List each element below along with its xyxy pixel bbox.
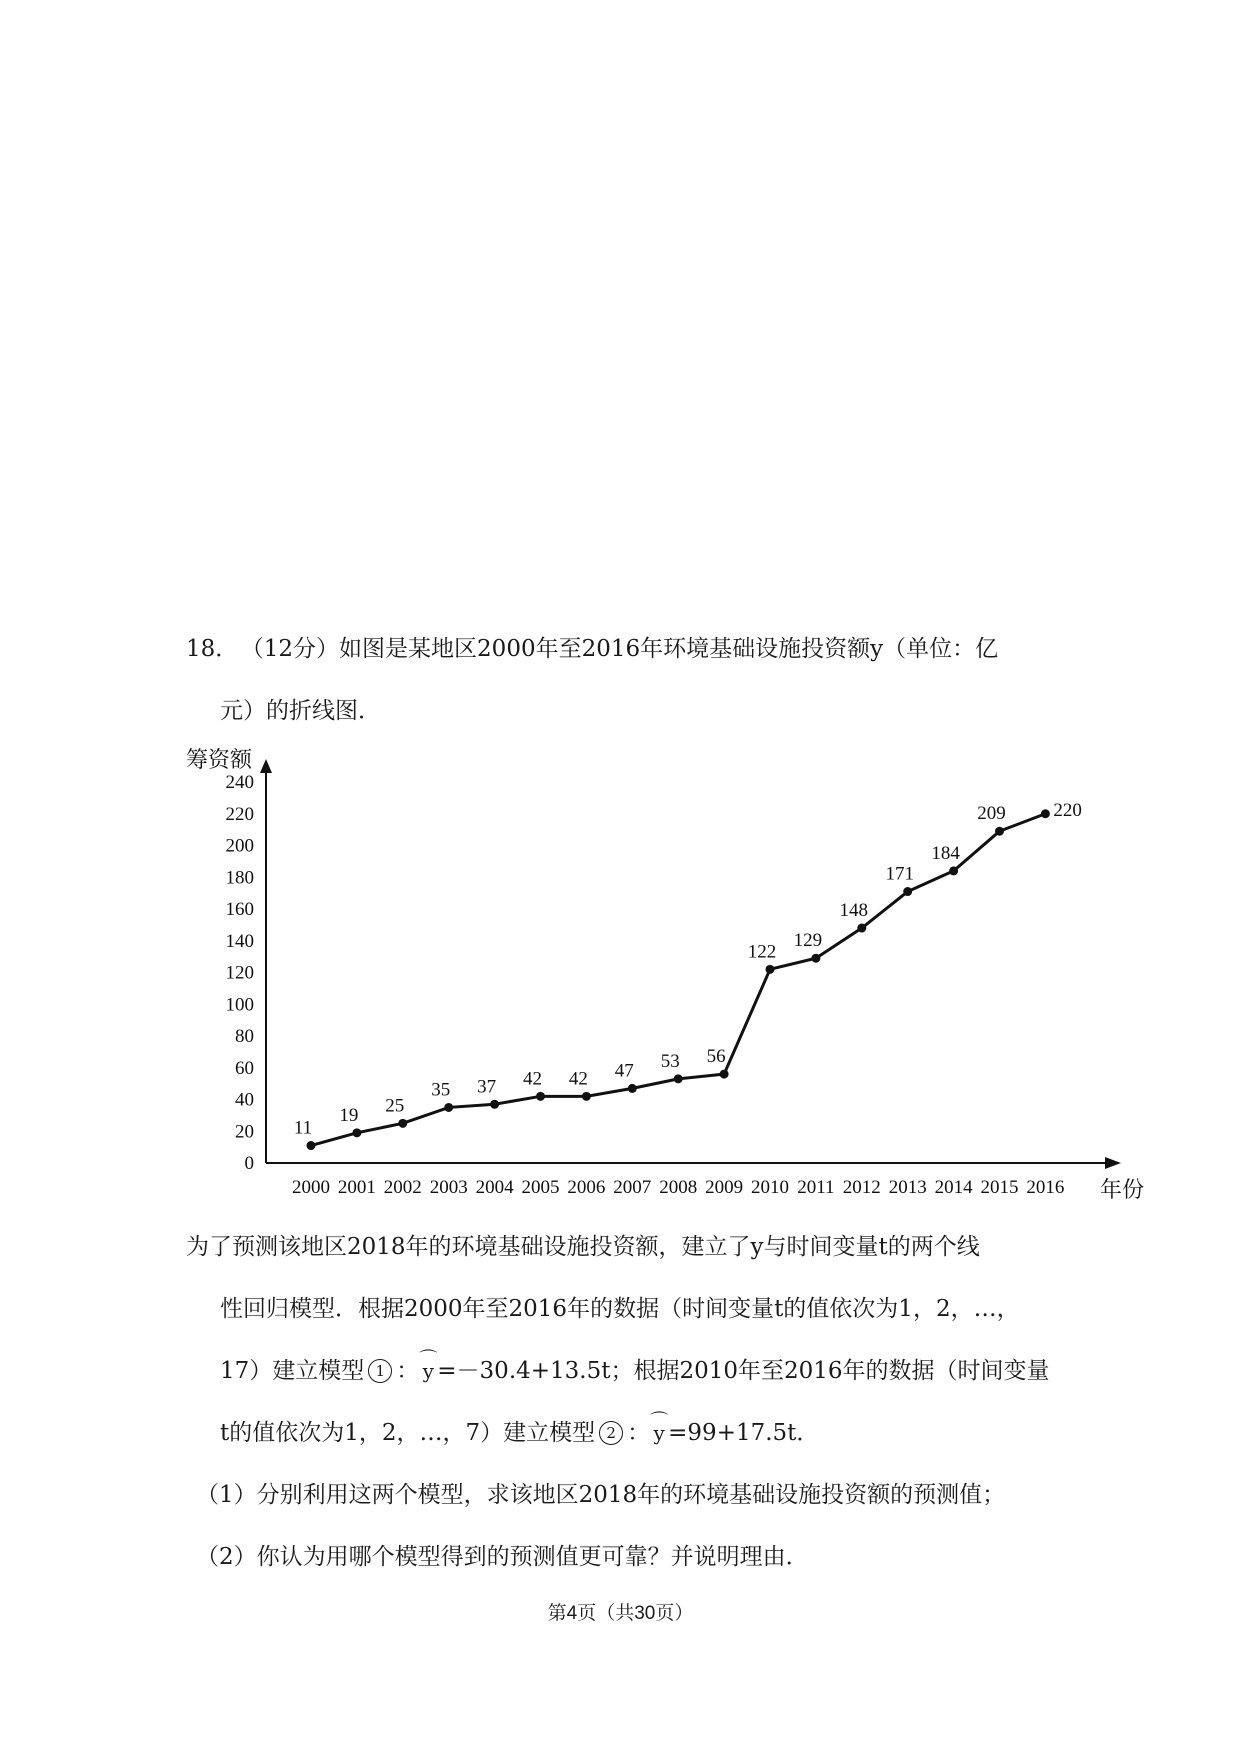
page-footer: 第4页（共30页） bbox=[547, 1603, 694, 1624]
text-line-3b: ： bbox=[396, 1358, 420, 1384]
data-point bbox=[811, 954, 820, 963]
x-tick-label: 2015 bbox=[980, 1177, 1019, 1198]
question-heading bbox=[186, 630, 998, 663]
data-point bbox=[582, 1092, 591, 1101]
data-label: 11 bbox=[293, 1117, 313, 1139]
y-axis-label: 筹资额 bbox=[186, 747, 253, 772]
text-line-3 bbox=[220, 1352, 1050, 1385]
y-hat-symbol: ⌒ y bbox=[650, 1421, 668, 1445]
x-tick-label: 2004 bbox=[475, 1177, 514, 1198]
y-tick-label: 40 bbox=[235, 1089, 254, 1111]
x-axis-label: 年份 bbox=[1100, 1177, 1145, 1202]
text-line-4 bbox=[220, 1414, 819, 1447]
investment-line-chart bbox=[180, 745, 1160, 1215]
question-part-1: （1）分别利用这两个模型，求该地区2018年的环境基础设施投资额的预测值； bbox=[196, 1482, 1006, 1508]
model-2-equation: =99+17.5t． bbox=[668, 1420, 820, 1446]
data-label: 19 bbox=[339, 1104, 359, 1126]
data-point bbox=[352, 1128, 361, 1137]
data-label: 47 bbox=[614, 1060, 634, 1082]
y-hat-symbol: ⌒ y bbox=[419, 1359, 437, 1383]
data-label: 122 bbox=[747, 941, 777, 963]
x-tick-label: 2007 bbox=[613, 1177, 652, 1198]
model-2-circled-number: 2 bbox=[599, 1421, 623, 1445]
data-point bbox=[1041, 809, 1050, 818]
data-point bbox=[307, 1141, 316, 1150]
data-label: 25 bbox=[385, 1095, 405, 1117]
data-label: 35 bbox=[431, 1079, 451, 1101]
text-line-2: 性回归模型．根据2000年至2016年的数据（时间变量t的值依次为1，2，…， bbox=[220, 1296, 1020, 1322]
x-axis-arrow bbox=[1105, 1157, 1121, 1169]
y-tick-label: 20 bbox=[235, 1121, 254, 1143]
data-point bbox=[444, 1103, 453, 1112]
text-line-1: 为了预测该地区2018年的环境基础设施投资额，建立了y与时间变量t的两个线 bbox=[186, 1234, 980, 1260]
question-part-2: （2）你认为用哪个模型得到的预测值更可靠？并说明理由． bbox=[196, 1544, 809, 1570]
x-tick-label: 2000 bbox=[292, 1177, 330, 1198]
data-label: 42 bbox=[568, 1068, 588, 1090]
data-label: 220 bbox=[1053, 799, 1082, 821]
x-tick-label: 2002 bbox=[383, 1177, 422, 1198]
data-label: 148 bbox=[839, 900, 869, 922]
question-head-continuation: 元）的折线图． bbox=[220, 698, 381, 724]
question-head-text: （12分）如图是某地区2000年至2016年环境基础设施投资额y（单位：亿 bbox=[252, 636, 999, 662]
data-point bbox=[536, 1092, 545, 1101]
y-tick-label: 200 bbox=[225, 835, 254, 857]
data-point bbox=[398, 1119, 407, 1128]
data-point bbox=[674, 1074, 683, 1083]
data-label: 209 bbox=[977, 803, 1006, 825]
x-tick-label: 2001 bbox=[337, 1177, 376, 1198]
data-point bbox=[766, 965, 775, 974]
text-line-4a: t的值依次为1，2，…，7）建立模型 bbox=[220, 1420, 596, 1446]
x-tick-label: 2011 bbox=[797, 1177, 835, 1198]
data-point bbox=[490, 1100, 499, 1109]
x-tick-label: 2003 bbox=[429, 1177, 468, 1198]
data-label: 56 bbox=[706, 1046, 726, 1068]
y-tick-labels bbox=[226, 772, 255, 1174]
y-tick-label: 100 bbox=[225, 994, 254, 1016]
x-tick-label: 2013 bbox=[888, 1177, 927, 1198]
data-point bbox=[903, 887, 912, 896]
data-point bbox=[628, 1084, 637, 1093]
question-number: 18． bbox=[186, 636, 239, 662]
text-line-4b: ： bbox=[627, 1420, 651, 1446]
y-tick-label: 160 bbox=[225, 899, 254, 920]
data-point bbox=[720, 1070, 729, 1079]
y-tick-label: 60 bbox=[235, 1057, 254, 1079]
data-point bbox=[857, 924, 866, 933]
y-tick-label: 140 bbox=[225, 930, 254, 952]
x-tick-labels bbox=[292, 1177, 1064, 1198]
model-1-equation: =－30.4+13.5t；根据2010年至2016年的数据（时间变量 bbox=[437, 1358, 1050, 1384]
y-axis-arrow bbox=[260, 759, 272, 773]
x-tick-label: 2010 bbox=[751, 1177, 789, 1198]
data-label: 129 bbox=[793, 930, 823, 952]
y-tick-label: 220 bbox=[225, 803, 254, 825]
data-label: 171 bbox=[885, 863, 914, 885]
x-tick-label: 2014 bbox=[934, 1177, 973, 1198]
data-point bbox=[949, 866, 958, 875]
x-tick-label: 2012 bbox=[842, 1177, 881, 1198]
data-label: 53 bbox=[660, 1050, 680, 1072]
data-label: 184 bbox=[931, 842, 960, 864]
x-tick-label: 2016 bbox=[1026, 1177, 1065, 1198]
text-line-3a: 17）建立模型 bbox=[220, 1358, 365, 1384]
y-tick-label: 0 bbox=[244, 1153, 254, 1174]
y-tick-label: 180 bbox=[225, 867, 254, 889]
x-tick-label: 2005 bbox=[521, 1177, 560, 1198]
x-tick-label: 2008 bbox=[659, 1177, 698, 1198]
x-tick-label: 2009 bbox=[705, 1177, 744, 1198]
data-labels bbox=[294, 800, 1082, 1139]
data-label: 37 bbox=[477, 1076, 497, 1098]
y-tick-label: 80 bbox=[235, 1026, 254, 1047]
model-1-circled-number: 1 bbox=[368, 1359, 392, 1383]
data-point bbox=[995, 827, 1004, 836]
x-tick-label: 2006 bbox=[567, 1177, 606, 1198]
data-label: 42 bbox=[523, 1068, 542, 1090]
y-tick-label: 240 bbox=[225, 772, 254, 793]
y-tick-label: 120 bbox=[225, 962, 254, 984]
